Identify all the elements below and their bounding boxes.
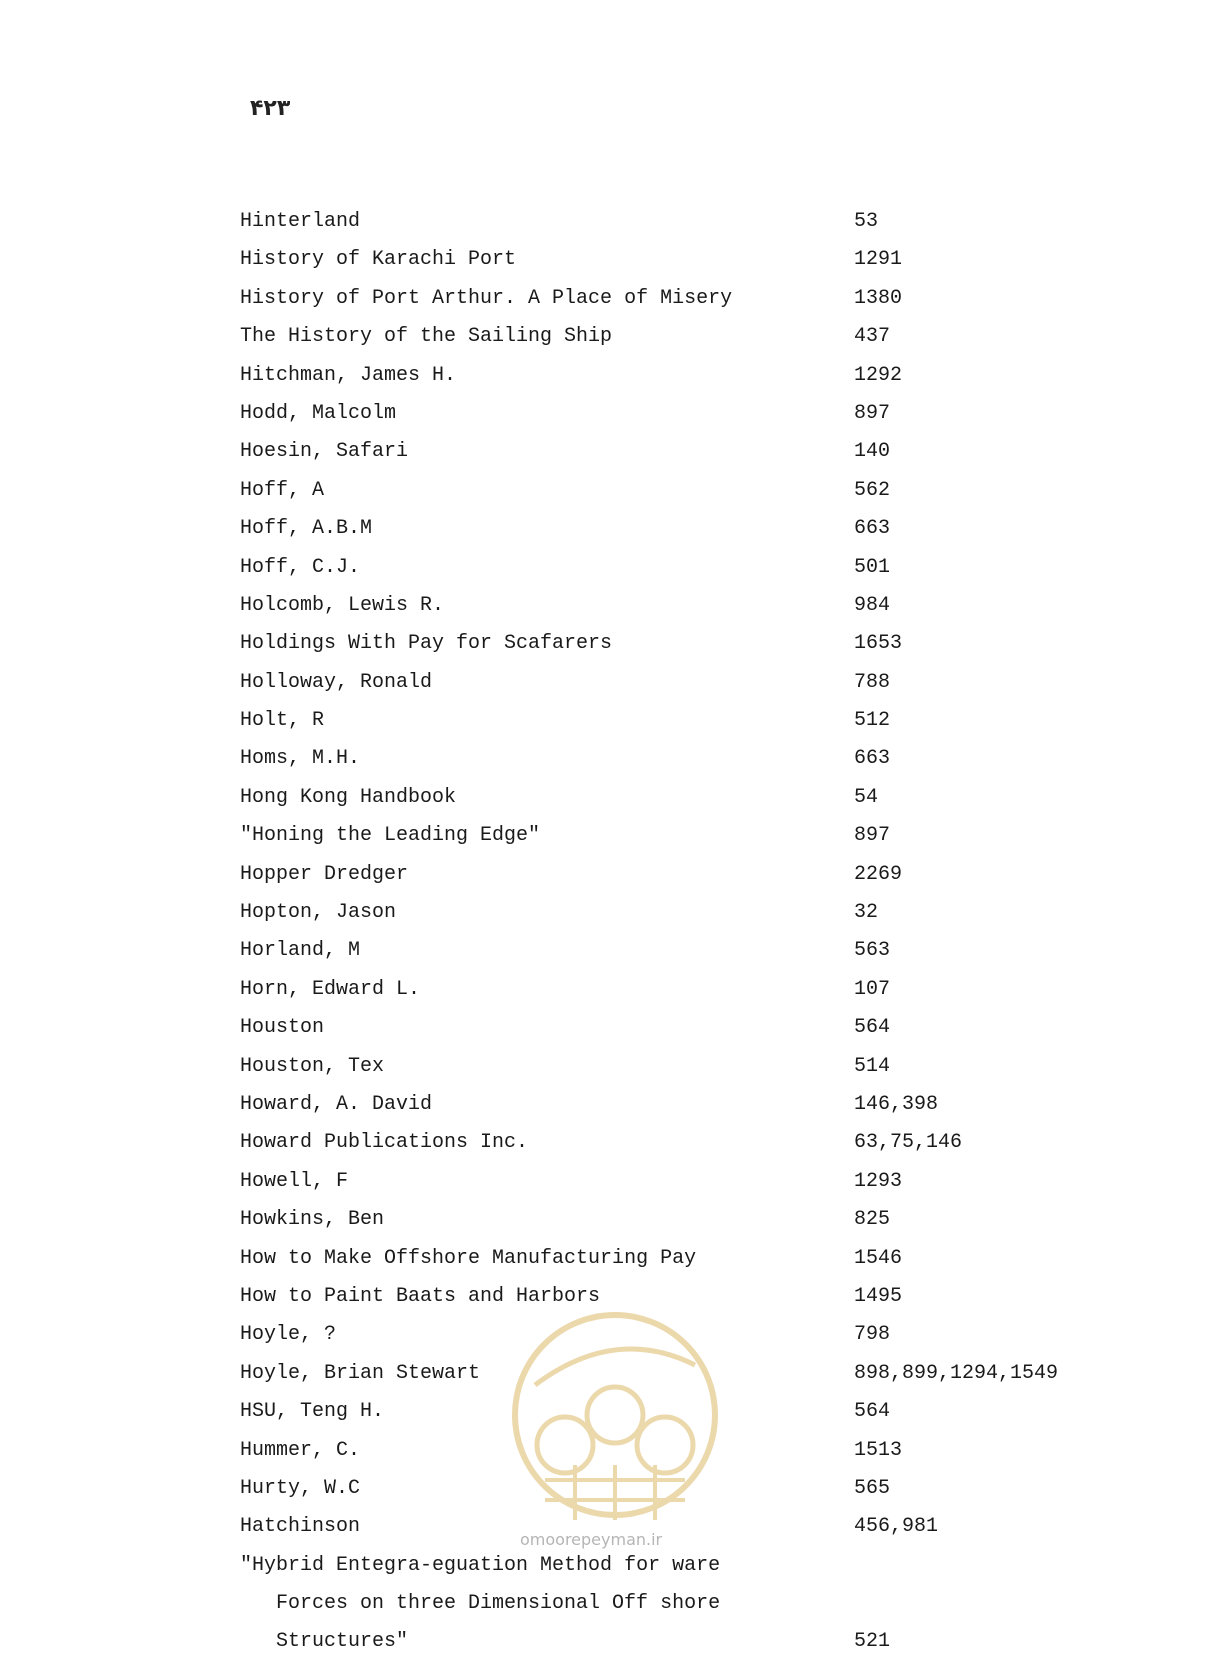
entry-pages: 565: [854, 1476, 891, 1500]
entry-pages: 512: [854, 709, 891, 733]
entry-term: Holt, R: [240, 709, 325, 733]
entry-term: Hatchinson: [240, 1515, 361, 1539]
entry-pages: 564: [854, 1400, 891, 1424]
entry-term: Houston: [240, 1016, 325, 1040]
entry-pages: 897: [854, 824, 891, 848]
index-entry: [240, 1055, 1140, 1093]
entry-term: Hong Kong Handbook: [240, 785, 457, 809]
entry-term: Howell, F: [240, 1169, 349, 1193]
index-entry: [240, 248, 1140, 286]
entry-term: HSU, Teng H.: [240, 1400, 385, 1424]
index-entry: [240, 786, 1140, 824]
index-entry: [240, 709, 1140, 747]
entry-term: The History of the Sailing Ship: [240, 325, 613, 349]
entry-term: Structures": [276, 1630, 409, 1654]
entry-pages: 140: [854, 440, 891, 464]
watermark-text: omoorepeyman.ir: [520, 1530, 663, 1549]
entry-pages: 897: [854, 401, 891, 425]
index-entry: [240, 1093, 1140, 1131]
entry-term: Houston, Tex: [240, 1054, 385, 1078]
page-number: ۴۲۳: [250, 96, 291, 121]
entry-pages: 54: [854, 785, 879, 809]
entry-term: Hopton, Jason: [240, 901, 397, 925]
entry-pages: 798: [854, 1323, 891, 1347]
entry-pages: 663: [854, 517, 891, 541]
entry-term: Forces on three Dimensional Off shore: [276, 1592, 721, 1616]
entry-pages: 1291: [854, 248, 903, 272]
entry-pages: 514: [854, 1054, 891, 1078]
index-entry: [240, 210, 1140, 248]
entry-pages: 984: [854, 593, 891, 617]
index-entry: [240, 440, 1140, 478]
entry-pages: 825: [854, 1208, 891, 1232]
index-entry: [240, 402, 1140, 440]
index-entry: [240, 1170, 1140, 1208]
entry-term: Hoff, A.B.M: [240, 517, 373, 541]
entry-term: Hodd, Malcolm: [240, 401, 397, 425]
entry-pages: 1293: [854, 1169, 903, 1193]
entry-pages: 1292: [854, 363, 903, 387]
entry-term: Horland, M: [240, 939, 361, 963]
entry-term: History of Karachi Port: [240, 248, 517, 272]
index-entry: [240, 1016, 1140, 1054]
entry-pages: 53: [854, 210, 879, 233]
index-entry: [240, 632, 1140, 670]
entry-term: Hinterland: [240, 210, 361, 233]
entry-pages: 1495: [854, 1284, 903, 1308]
index-entry: [240, 824, 1140, 862]
entry-pages: 663: [854, 747, 891, 771]
entry-term: Hoff, A: [240, 478, 325, 502]
index-entry: [240, 1131, 1140, 1169]
entry-term: Holdings With Pay for Scafarers: [240, 632, 613, 656]
entry-term: Hoyle, ?: [240, 1323, 337, 1347]
entry-pages: 437: [854, 325, 891, 349]
index-entry: [240, 978, 1140, 1016]
entry-term: Howard Publications Inc.: [240, 1131, 529, 1155]
entry-term: Holloway, Ronald: [240, 670, 433, 694]
index-entry: [240, 479, 1140, 517]
entry-pages: 898,899,1294,1549: [854, 1361, 1059, 1385]
entry-pages: 788: [854, 670, 891, 694]
entry-term: Hopper Dredger: [240, 862, 409, 886]
entry-term: Homs, M.H.: [240, 747, 361, 771]
entry-term: Howkins, Ben: [240, 1208, 385, 1232]
entry-term: Howard, A. David: [240, 1092, 433, 1116]
index-entry: [240, 364, 1140, 402]
entry-pages: 456,981: [854, 1515, 939, 1539]
entry-pages: 564: [854, 1016, 891, 1040]
watermark-logo: [505, 1305, 725, 1525]
index-entry: [240, 517, 1140, 555]
entry-term: Hoesin, Safari: [240, 440, 409, 464]
index-entry: [240, 863, 1140, 901]
entry-pages: 521: [854, 1630, 891, 1654]
index-entry: [240, 671, 1140, 709]
entry-pages: 1546: [854, 1246, 903, 1270]
index-entry: [240, 325, 1140, 363]
entry-term: How to Make Offshore Manufacturing Pay: [240, 1246, 697, 1270]
index-entry: [240, 747, 1140, 785]
entry-term: "Honing the Leading Edge": [240, 824, 541, 848]
entry-pages: 1513: [854, 1438, 903, 1462]
entry-term: "Hybrid Entegra-eguation Method for ware: [240, 1553, 721, 1577]
index-entry: [240, 1208, 1140, 1246]
index-entry: [240, 939, 1140, 977]
entry-term: Hummer, C.: [240, 1438, 361, 1462]
entry-pages: 32: [854, 901, 879, 925]
entry-pages: 107: [854, 977, 891, 1001]
entry-term: Hoyle, Brian Stewart: [240, 1361, 481, 1385]
entry-pages: 146,398: [854, 1092, 939, 1116]
entry-pages: 2269: [854, 862, 903, 886]
entry-pages: 563: [854, 939, 891, 963]
entry-pages: 501: [854, 555, 891, 579]
index-entry: [240, 594, 1140, 632]
entry-term: Hoff, C.J.: [240, 555, 361, 579]
index-entry: [240, 1592, 1140, 1630]
entry-pages: 562: [854, 478, 891, 502]
entry-term: Holcomb, Lewis R.: [240, 593, 445, 617]
index-entry: [240, 1554, 1140, 1592]
entry-pages: 1653: [854, 632, 903, 656]
index-entry: [240, 287, 1140, 325]
index-entry: [240, 901, 1140, 939]
entry-term: History of Port Arthur. A Place of Misery: [240, 286, 733, 310]
entry-term: How to Paint Baats and Harbors: [240, 1284, 601, 1308]
entry-pages: 63,75,146: [854, 1131, 963, 1155]
index-entry: [240, 1247, 1140, 1285]
entry-term: Horn, Edward L.: [240, 977, 421, 1001]
entry-term: Hurty, W.C: [240, 1476, 361, 1500]
entry-pages: 1380: [854, 286, 903, 310]
entry-term: Hitchman, James H.: [240, 363, 457, 387]
index-entry: [240, 556, 1140, 594]
